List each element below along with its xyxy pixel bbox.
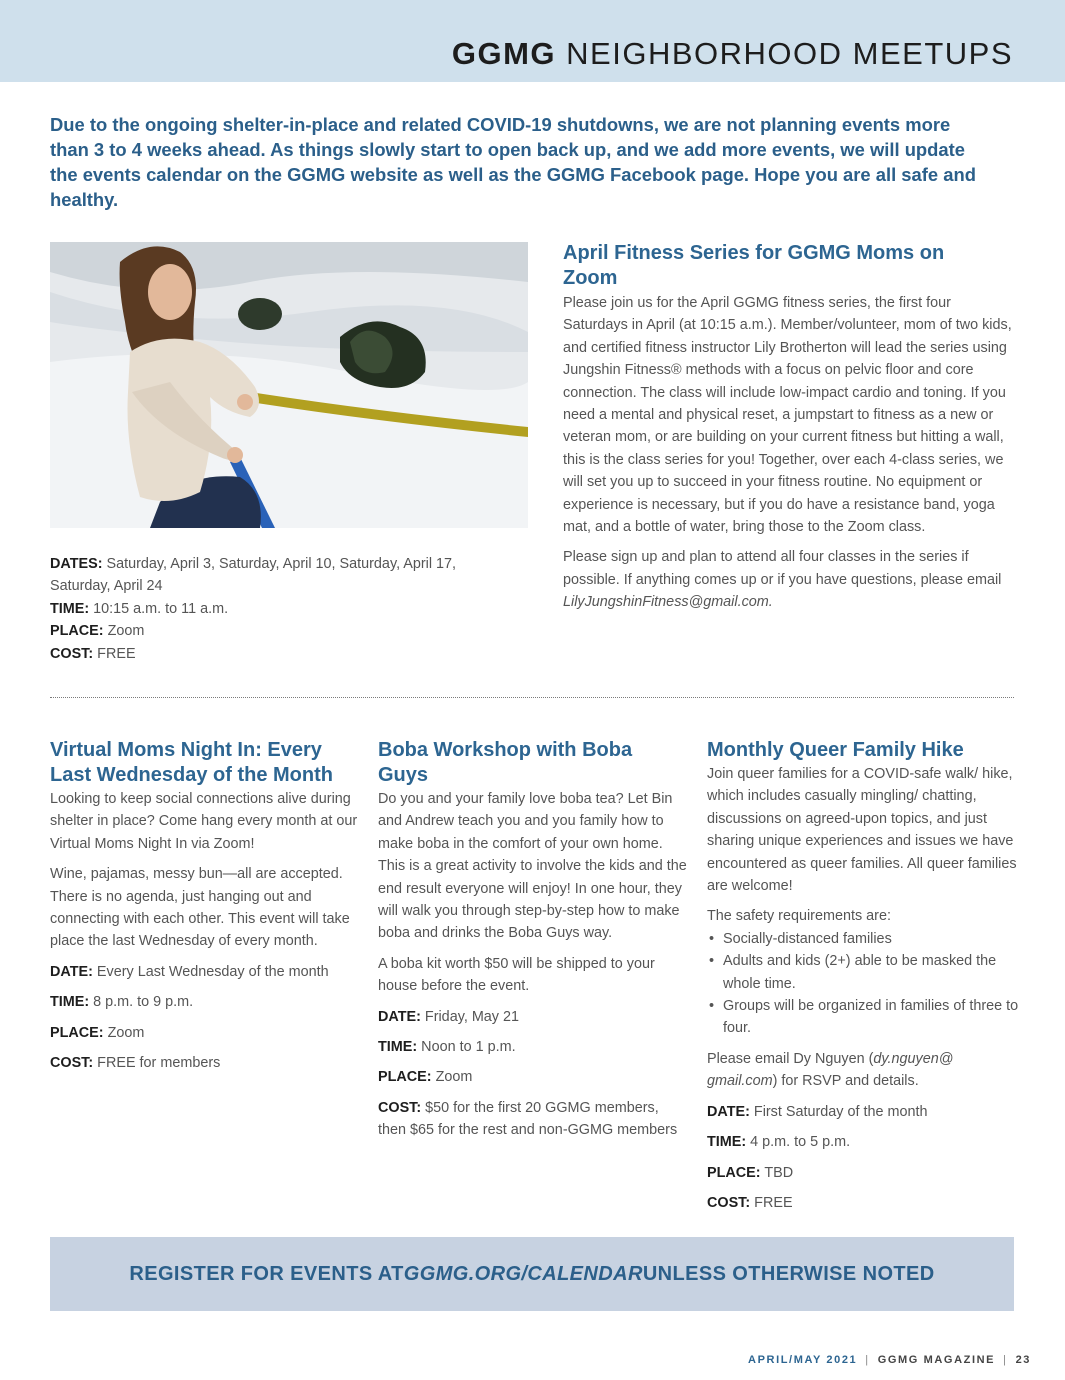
section-title — [452, 36, 1013, 72]
fitness-body — [563, 292, 1019, 614]
hike-place-row — [707, 1162, 1019, 1184]
boba-paragraph-2: A boba kit worth $50 will be shipped to your house before the event. — [378, 955, 655, 995]
boba-cost-row — [378, 1097, 690, 1142]
moms-night-paragraph-1: Looking to keep social connections alive during shelter in place? Come hang every month at our Virtual Moms Night In via Zoom! — [50, 791, 358, 852]
boba-time: Noon to 1 p.m. — [421, 1039, 516, 1056]
hike-place: TBD — [764, 1164, 794, 1181]
hike-date: First Saturday of the month — [753, 1103, 928, 1120]
intro-paragraph: Due to the ongoing shelter-in-place and related COVID-19 shutdowns, we are not planning events more than 3 to 4 weeks ahead. As things slowly start to open back up, and we add more events, we will update the events calendar on the GGMG website as well as the GGMG Facebook page. Hope you are all safe and healthy. — [50, 114, 976, 210]
date-label: DATE: — [707, 1103, 750, 1120]
register-suffix: UNLESS OTHERWISE NOTED — [642, 1262, 935, 1285]
hike-email-link[interactable]: dy.nguyen@ gmail.com — [707, 1050, 954, 1090]
moms-night-place: Zoom — [107, 1024, 145, 1041]
hike-body — [707, 763, 1019, 1214]
hike-paragraph-1: Join queer families for a COVID-safe walk/ hike, which includes casually mingling/ chatting, discussions on agreed-upon topics, and just sharing unique experiences and issues we have encountered as queer families. All queer families are welcome! — [707, 766, 1017, 895]
hike-contact-text: Please email Dy Nguyen ( — [707, 1050, 874, 1067]
hike-details — [707, 1101, 1019, 1215]
page-footer — [748, 1354, 1031, 1366]
hike-contact-suffix: ) for RSVP and details. — [772, 1073, 919, 1090]
moms-night-paragraph-2: Wine, pajamas, messy bun—all are accepted. There is no agenda, just hanging out and connecting with each other. This event will take place the last Wednesday of every month. — [50, 866, 350, 950]
fitness-details — [50, 553, 510, 665]
register-text: REGISTER FOR EVENTS AT — [129, 1262, 404, 1285]
cost-label: COST: — [378, 1099, 422, 1116]
footer-separator: | — [1003, 1354, 1008, 1366]
title-bold: GGMG — [451, 36, 557, 71]
moms-night-cost-row — [50, 1052, 360, 1074]
hike-date-row — [707, 1101, 1019, 1123]
moms-night-date: Every Last Wednesday of the month — [96, 963, 329, 980]
place-label: PLACE: — [50, 623, 104, 640]
moms-night-details — [50, 961, 360, 1075]
fitness-dates: Saturday, April 3, Saturday, April 10, Saturday, April 17, Saturday, April 24 — [50, 556, 457, 595]
date-label: DATE: — [378, 1008, 421, 1025]
boba-details — [378, 1006, 690, 1142]
moms-night-title: Virtual Moms Night In: Every Last Wednesday of the Month — [50, 739, 333, 786]
boba-date: Friday, May 21 — [424, 1008, 520, 1025]
list-item: • Groups will be organized in families of three to four. — [707, 995, 1019, 1040]
cost-label: COST: — [707, 1194, 751, 1211]
fitness-cost: FREE — [97, 645, 136, 662]
hike-cost-row — [707, 1192, 1019, 1214]
hike-paragraph-3 — [707, 1048, 1019, 1093]
dates-label: DATES: — [50, 556, 103, 572]
hike-time: 4 p.m. to 5 p.m. — [750, 1134, 851, 1151]
issue-date: APRIL/MAY 2021 — [748, 1354, 858, 1366]
place-label: PLACE: — [378, 1069, 432, 1086]
fitness-contact-text: Please sign up and plan to attend all four classes in the series if possible. If anything comes up or if you have questions, please email — [563, 549, 1002, 588]
boba-body — [378, 788, 690, 1142]
page-header — [0, 0, 1065, 82]
time-label: TIME: — [50, 600, 90, 617]
list-item: • Adults and kids (2+) able to be masked the whole time. — [707, 950, 1019, 995]
boba-date-row — [378, 1006, 690, 1028]
time-label: TIME: — [707, 1134, 747, 1151]
cost-label: COST: — [50, 1055, 94, 1072]
list-item: • Socially-distanced families — [707, 928, 1019, 950]
boba-title: Boba Workshop with Boba Guys — [378, 739, 633, 786]
cost-label: COST: — [50, 645, 94, 662]
moms-night-body — [50, 788, 360, 1074]
fitness-dates-row — [50, 553, 510, 598]
fitness-time-row — [50, 598, 510, 620]
title-rest: NEIGHBORHOOD MEETUPS — [566, 36, 1013, 71]
place-label: PLACE: — [707, 1164, 761, 1181]
hike-time-row — [707, 1131, 1019, 1153]
fitness-photo — [50, 242, 528, 528]
footer-separator: | — [865, 1354, 870, 1366]
calendar-link[interactable]: GGMG.ORG/CALENDAR — [403, 1262, 643, 1285]
boba-place: Zoom — [435, 1069, 473, 1086]
time-label: TIME: — [50, 994, 90, 1011]
fitness-place-row — [50, 620, 510, 642]
register-banner — [50, 1237, 1014, 1311]
moms-night-time: 8 p.m. to 9 p.m. — [93, 994, 194, 1011]
hike-title: Monthly Queer Family Hike — [707, 739, 964, 761]
hike-cost: FREE — [754, 1194, 793, 1211]
moms-night-date-row — [50, 961, 360, 983]
moms-night-cost: FREE for members — [97, 1055, 221, 1072]
boba-place-row — [378, 1066, 690, 1088]
moms-night-time-row — [50, 991, 360, 1013]
fitness-paragraph-1: Please join us for the April GGMG fitness series, the first four Saturdays in April (at 10:15 a.m.). Member/volunteer, mom of two kids, and certified fitness instructor Lily Brotherton will lead the series using Jungshin Fitness® methods with a focus on pelvic floor and core connection. The class will include low-impact cardio and toning. If you need a mental and physical reset, a jumpstart to fitness as a new or veteran mom, or are building on your current fitness but hitting a wall, this is the class series for you! Together, over each 4-class series, we will set you up to succeed in your fitness routine. No equipment or experience is necessary, but if you do have a resistance band, yoga mat, and a bottle of water, bring those to the Zoom class. — [563, 295, 1012, 536]
section-divider — [50, 697, 1014, 698]
place-label: PLACE: — [50, 1024, 104, 1041]
fitness-email-link[interactable]: LilyJungshinFitness@gmail.com. — [563, 594, 773, 611]
moms-night-place-row — [50, 1022, 360, 1044]
fitness-title: April Fitness Series for GGMG Moms on Zoom — [563, 242, 945, 289]
boba-paragraph-1: Do you and your family love boba tea? Let Bin and Andrew teach you and you family how to make boba in the comfort of your own home. This is a great activity to involve the kids and the end result everyone will enjoy! In one hour, they will walk you through step-by-step how to make boba and drinks the Boba Guys way. — [378, 791, 687, 942]
fitness-cost-row — [50, 643, 510, 665]
date-label: DATE: — [50, 963, 93, 980]
safety-requirements-list — [707, 928, 1019, 1040]
page-number: 23 — [1015, 1354, 1031, 1366]
boba-time-row — [378, 1036, 690, 1058]
magazine-name: GGMG MAGAZINE — [877, 1354, 996, 1366]
time-label: TIME: — [378, 1039, 418, 1056]
fitness-time: 10:15 a.m. to 11 a.m. — [93, 600, 229, 617]
boba-cost: $50 for the first 20 GGMG members, then $65 for the rest and non-GGMG members — [378, 1099, 678, 1139]
hike-paragraph-2: The safety requirements are: — [707, 908, 891, 925]
fitness-place: Zoom — [107, 623, 145, 640]
fitness-paragraph-2 — [563, 546, 1019, 613]
